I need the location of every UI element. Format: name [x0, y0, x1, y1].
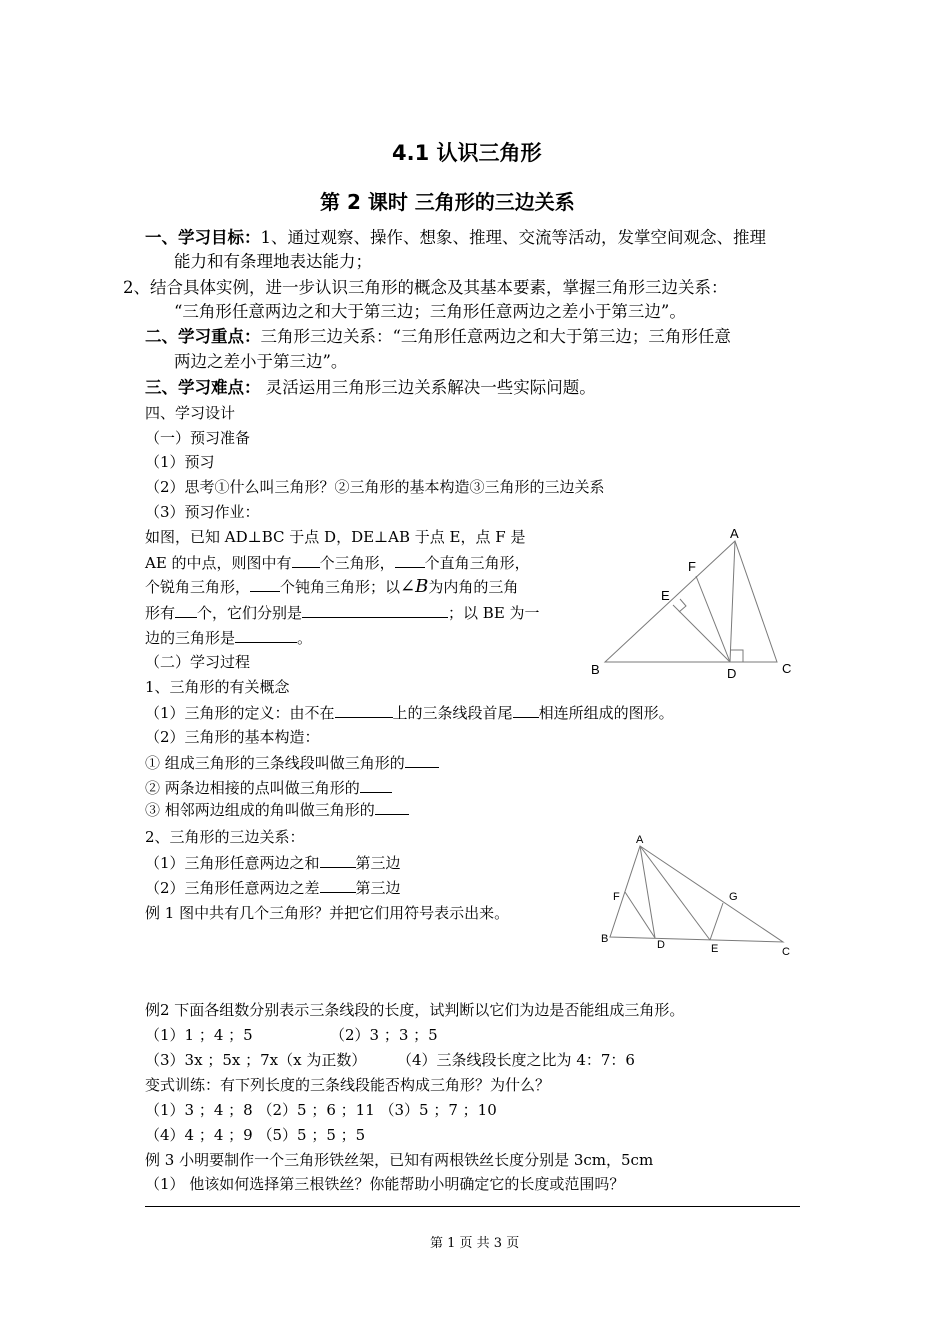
structure-heading: （2）三角形的基本构造： — [145, 728, 320, 746]
goals-label: 一、学习目标： — [145, 228, 261, 247]
fig2-segment-ge — [710, 903, 723, 940]
goals-line-1 — [145, 226, 766, 250]
prep-heading: （一）预习准备 — [145, 429, 251, 447]
homework-line-3 — [145, 576, 518, 597]
structure-sides — [145, 752, 439, 773]
goals-item2-a: 2、结合具体实例，进一步认识三角形的概念及其基本要素，掌握三角形三边关系： — [123, 278, 728, 297]
key-text-b: 两边之差小于第三边”。 — [174, 352, 348, 371]
design-heading: 四、学习设计 — [145, 404, 236, 422]
process-heading: （二）学习过程 — [145, 653, 251, 671]
angle-b-symbol: ∠B — [400, 576, 429, 597]
fig1-label-b: B — [591, 662, 600, 677]
def-text-a: （1）三角形的定义：由不在 — [145, 704, 335, 722]
fig2-label-a: A — [636, 834, 644, 846]
blank-same-line[interactable] — [335, 702, 393, 718]
fig1-label-d: D — [727, 666, 737, 681]
difficulty-label: 三、学习难点： — [145, 378, 261, 397]
fig2-label-e: E — [711, 943, 719, 955]
blank-vertex[interactable] — [360, 777, 392, 793]
figure-2-triangle — [595, 830, 800, 960]
r1-text: （1）三角形任意两边之和 — [145, 854, 320, 872]
blank-be-triangles[interactable] — [235, 627, 297, 643]
ex2-item-2: （2）3 ；3 ；5 — [330, 1026, 438, 1044]
homework-line-5 — [145, 627, 312, 648]
fig2-label-b: B — [601, 933, 609, 945]
hw5-text-b: 。 — [297, 629, 313, 647]
example-3-question-1: （1） 他该如何选择第三根铁丝？你能帮助小明确定它的长度或范围吗？ — [145, 1175, 625, 1193]
hw4-text-b: 个，它们分别是 — [197, 604, 303, 622]
fig1-segment-ad — [730, 541, 735, 662]
goals-item2-b: “三角形任意两边之和大于第三边；三角形任意两边之差小于第三边”。 — [174, 302, 686, 321]
relation-heading: 2、三角形的三边关系： — [145, 828, 305, 846]
fig2-segment-ae — [640, 846, 710, 940]
difficulty-line — [145, 376, 596, 400]
hw5-text-a: 边的三角形是 — [145, 629, 236, 647]
blank-in-order[interactable] — [513, 702, 539, 718]
blank-sum-relation[interactable] — [320, 852, 356, 868]
difficulty-text: 灵活运用三角形三边关系解决一些实际问题。 — [260, 378, 596, 397]
structure-angle — [145, 799, 409, 820]
hw4-text-a: 形有 — [145, 604, 176, 622]
figure-1-triangle — [585, 520, 800, 685]
blank-sides[interactable] — [405, 752, 439, 768]
relation-diff — [145, 877, 401, 898]
fig1-segment-df — [696, 576, 730, 662]
fig1-right-angle-d — [731, 650, 743, 662]
homework-item: （3）预习作业： — [145, 503, 260, 521]
fig1-label-f: F — [688, 559, 696, 574]
homework-line-2 — [145, 552, 530, 573]
hw2-text-b: 个三角形， — [319, 554, 395, 572]
homework-line-4 — [145, 602, 540, 623]
example-3-heading: 例 3 小明要制作一个三角形铁丝架，已知有两根铁丝长度分别是 3cm，5cm — [145, 1151, 654, 1169]
fig1-right-angle-e — [679, 599, 686, 612]
key-line-1 — [145, 325, 731, 349]
homework-line-1: 如图，已知 AD⊥BC 于点 D，DE⊥AB 于点 E，点 F 是 — [145, 528, 526, 546]
s3-text: ③ 相邻两边组成的角叫做三角形的 — [145, 801, 375, 819]
fig2-segment-fd — [625, 892, 655, 938]
variant-line-1: （1）3 ；4 ；8 （2）5 ；6 ；11 （3）5 ；7 ；10 — [145, 1101, 497, 1119]
fig1-label-e: E — [661, 588, 670, 603]
hw3-text-b: 个钝角三角形；以 — [280, 578, 401, 596]
think-item: （2）思考①什么叫三角形？②三角形的基本构造③三角形的三边关系 — [145, 478, 605, 496]
s1-text: ① 组成三角形的三条线段叫做三角形的 — [145, 754, 405, 772]
def-text-c: 相连所组成的图形。 — [538, 704, 674, 722]
fig1-segment-de — [673, 605, 730, 662]
blank-diff-relation[interactable] — [320, 877, 356, 893]
fig2-label-g: G — [729, 891, 738, 903]
fig2-triangle-abc — [610, 846, 783, 942]
hw4-text-c: ；以 BE 为一 — [448, 604, 540, 622]
goals-item1-b: 能力和有条理地表达能力； — [174, 252, 372, 271]
fig1-label-a: A — [730, 526, 739, 541]
blank-right-triangle-count[interactable] — [395, 552, 425, 568]
blank-triangle-count[interactable] — [292, 552, 320, 568]
hw3-text-c: 为内角的三角 — [428, 578, 519, 596]
s2-text: ② 两条边相接的点叫做三角形的 — [145, 779, 360, 797]
r2-text-b: 第三边 — [355, 879, 401, 897]
blank-angle-b-list[interactable] — [302, 602, 448, 618]
blank-angle-b-count[interactable] — [175, 602, 197, 618]
key-text-a: 三角形三边关系：“三角形任意两边之和大于第三边；三角形任意 — [260, 327, 731, 346]
blank-obtuse-count[interactable] — [250, 576, 280, 592]
footer-divider — [145, 1206, 800, 1207]
r2-text: （2）三角形任意两边之差 — [145, 879, 320, 897]
example-2-heading: 例2 下面各组数分别表示三条线段的长度，试判断以它们为边是否能组成三角形。 — [145, 1001, 685, 1019]
hw2-text-a: AE 的中点，则图中有 — [145, 554, 292, 572]
example-1: 例 1 图中共有几个三角形？并把它们用符号表示出来。 — [145, 904, 510, 922]
r1-text-b: 第三边 — [355, 854, 401, 872]
ex2-item-1: （1）1 ；4 ；5 — [145, 1026, 253, 1044]
ex2-item-3: （3）3x ；5x ；7x（x 为正数） — [145, 1051, 367, 1069]
fig2-label-c: C — [782, 946, 790, 958]
fig2-segment-ad — [640, 846, 655, 938]
page-title: 4.1 认识三角形 — [392, 141, 542, 165]
page-subtitle: 第 2 课时 三角形的三边关系 — [320, 190, 575, 214]
structure-vertex — [145, 777, 392, 798]
key-label: 二、学习重点： — [145, 327, 261, 346]
concept-heading: 1、三角形的有关概念 — [145, 678, 290, 696]
hw2-text-c: 个直角三角形， — [424, 554, 530, 572]
ex2-item-4: （4）三条线段长度之比为 4：7：6 — [397, 1051, 635, 1069]
hw3-text-a: 个锐角三角形， — [145, 578, 251, 596]
relation-sum — [145, 852, 401, 873]
blank-angle[interactable] — [375, 799, 409, 815]
fig1-label-c: C — [782, 661, 792, 676]
variant-line-2: （4）4 ；4 ；9 （5）5 ；5 ；5 — [145, 1126, 366, 1144]
fig2-label-d: D — [657, 939, 665, 951]
page-footer: 第 1 页 共 3 页 — [430, 1236, 520, 1251]
preview-item: （1）预习 — [145, 453, 215, 471]
variant-heading: 变式训练：有下列长度的三条线段能否构成三角形？为什么？ — [145, 1076, 551, 1094]
goals-item1-a: 1、通过观察、操作、想象、推理、交流等活动，发掌空间观念、推理 — [260, 228, 766, 247]
fig2-label-f: F — [613, 891, 620, 903]
definition-line — [145, 702, 674, 723]
def-text-b: 上的三条线段首尾 — [392, 704, 513, 722]
